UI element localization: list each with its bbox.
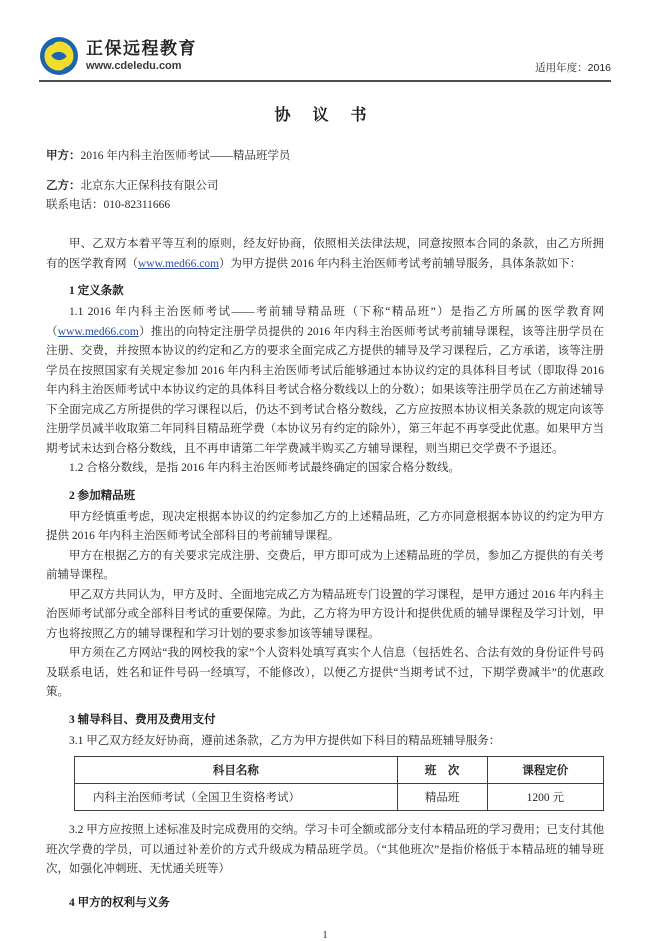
section4-heading: 4 甲方的权利与义务 [69, 896, 170, 909]
section2-heading: 2 参加精品班 [69, 489, 136, 502]
phone-label: 联系电话： [46, 199, 104, 211]
med66-link-2[interactable]: www.med66.com [57, 325, 139, 338]
fee-table-header-row [75, 757, 604, 784]
brand-block [39, 36, 197, 76]
party-b-line [46, 177, 604, 196]
party-a-value: 2016 年内科主治医师考试——精品班学员 [80, 150, 291, 162]
party-a-line [46, 147, 604, 166]
cell-subject-name: 内科主治医师考试（全国卫生资格考试） [75, 784, 398, 811]
intro-text-post: ）为甲方提供 2016 年内科主治医师考试考前辅导服务，具体条款如下： [219, 257, 582, 270]
clause-3-1: 3.1 甲乙双方经友好协商，遵前述条款，乙方为甲方提供如下科目的精品班辅导服务： [69, 734, 501, 747]
section2-paragraph-1: 甲方经慎重考虑，现决定根据本协议的约定参加乙方的上述精品班，乙方亦同意根据本协议的约定为甲方提供 2016 年内科主治医师考试全部科目的考前辅导课程。 [46, 510, 604, 542]
section1-heading: 1 定义条款 [69, 285, 124, 297]
applicable-year-label: 适用年度：2016 [535, 62, 611, 74]
party-a-label: 甲方： [46, 150, 81, 162]
phone-line [46, 196, 604, 215]
party-b-value: 北京东大正保科技有限公司 [80, 180, 219, 192]
clause-3-2: 3.2 甲方应按照上述标准及时完成费用的交纳。学习卡可全额或部分支付本精品班的学习费用；已支付其他班次学费的学员，可以通过补差价的方式升级成为精品班学员。（“其他班次”是指价格低于本精品班的辅导班次，如强化冲刺班、无忧通关班等） [46, 824, 604, 875]
section3-heading: 3 辅导科目、费用及费用支付 [69, 713, 216, 726]
page-header [39, 36, 611, 82]
cell-course-price: 1200 元 [487, 784, 603, 811]
column-header-class: 班 次 [397, 757, 487, 784]
phone-value: 010-82311666 [103, 199, 171, 211]
column-header-price: 课程定价 [487, 757, 603, 784]
page-number: 1 [322, 928, 328, 941]
parties-block [46, 147, 604, 215]
cdeledu-logo-icon [39, 36, 79, 76]
med66-link[interactable]: www.med66.com [138, 257, 220, 270]
clause-1-2: 1.2 合格分数线，是指 2016 年内科主治医师考试最终确定的国家合格分数线。 [69, 462, 460, 474]
brand-site-url: www.cdeledu.com [86, 60, 182, 73]
brand-name: 正保远程教育 [86, 38, 197, 58]
table-row [75, 784, 604, 811]
party-b-label: 乙方： [46, 180, 81, 192]
brand-text [86, 40, 197, 73]
intro-paragraph [46, 235, 604, 274]
clause-1-1-pre: 1.1 2016 年内科主治医师考试——考前辅导精品班（下称“精品班”）是指乙方所属的医学教育网（ [46, 306, 604, 338]
section2-paragraph-4: 甲方须在乙方网站“我的网校我的家”个人资料处填写真实个人信息（包括姓名、合法有效的身份证件号码及联系电话，姓名和证件号码一经填写，不能修改），以便乙方提供“当期考试不过，下期学费减半”的优惠政策。 [46, 647, 604, 698]
fee-table [74, 756, 604, 811]
column-header-subject: 科目名称 [75, 757, 398, 784]
intro-text-pre: 甲、乙双方本着平等互利的原则，经友好协商，依照相关法律法规，同意按照本合同的条款，由乙方所拥有的医学教育网（ [46, 238, 604, 270]
section2-paragraph-2: 甲方在根据乙方的有关要求完成注册、交费后，甲方即可成为上述精品班的学员，参加乙方提供的有关考前辅导课程。 [46, 549, 604, 581]
cell-class-type: 精品班 [397, 784, 487, 811]
page-title: 协 议 书 [274, 107, 376, 124]
clause-1-1 [46, 303, 604, 459]
section2-paragraph-3: 甲乙双方共同认为，甲方及时、全面地完成乙方为精品班专门设置的学习课程，是甲方通过 2016 年内科主治医师考试部分或全部科目考试的重要保障。为此，乙方将为甲方设计和提供优质的辅导课程及学习计划，甲方也将按照乙方的辅导课程和学习计划的要求参加该等辅导课程。 [46, 588, 604, 640]
clause-1-1-post: ）推出的向特定注册学员提供的 2016 年内科主治医师考试考前辅导课程，该等注册学员在注册、交费，并按照本协议的约定和乙方的要求全面完成乙方提供的辅导及学习课程后，乙方承诺，该等注册学员在按照国家有关规定参加 2016 年内科主治医师考试后能够通过本协议约定的具体科目考试（即取得 2016 年内科主治医师考试中本协议约定的具体科目考试合格分数线以上的分数）；如果该等注册学员在乙方前述辅导下全面完成乙方所提供的学习课程以后，仍达不到考试合格分数线，乙方应按照本协议相关条款的规定向该等注册学员减半收取第二年同科目精品班学费（本协议另有约定的除外），第三年起不再享受此优惠。如果甲方当期考试未达到合格分数线，且不再申请第二年学费减半购买乙方辅导课程，则当期已交学费不予退还。 [46, 325, 604, 455]
